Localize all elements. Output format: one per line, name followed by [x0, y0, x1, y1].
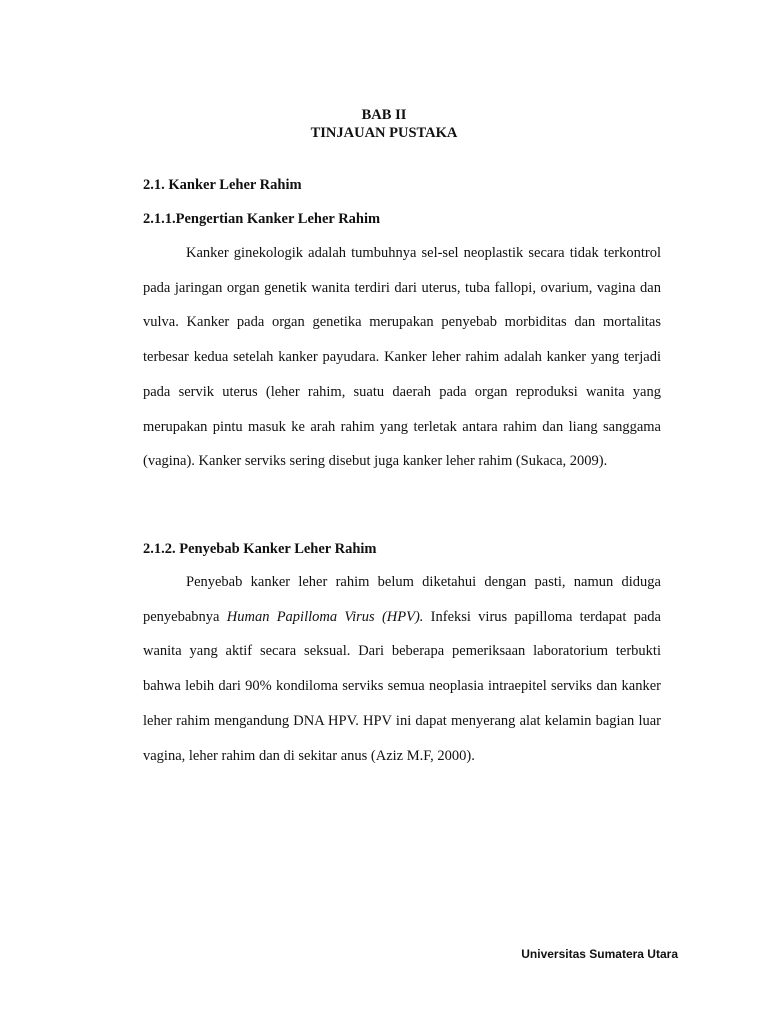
paragraph-pengertian: [143, 236, 661, 479]
paragraph-penyebab: [143, 565, 661, 773]
chapter-heading: [0, 106, 768, 142]
paragraph-pengertian-text: Kanker ginekologik adalah tumbuhnya sel-sel neoplastik secara tidak terkontrol pada jaringan organ genetik wanita terdiri dari uterus, tuba fallopi, ovarium, vagina dan vulva. Kanker pada organ genetika merupakan penyebab morbiditas dan mortalitas terbesar kedua setelah kanker payudara. Kanker leher rahim adalah kanker yang terjadi pada servik uterus (leher rahim, suatu daerah pada organ reproduksi wanita yang merupakan pintu masuk ke arah rahim yang terletak antara rahim dan liang sanggama (vagina). Kanker serviks sering disebut juga kanker leher rahim (Sukaca, 2009).: [143, 245, 661, 470]
section-heading-2-1-1: 2.1.1.Pengertian Kanker Leher Rahim: [143, 211, 381, 227]
paragraph-penyebab-text-end: Infeksi virus papilloma terdapat pada wanita yang aktif secara seksual. Dari beberapa pemeriksaan laboratorium terbukti bahwa lebih dari 90% kondiloma serviks semua neoplasia intraepitel serviks dan kanker leher rahim mengandung DNA HPV. HPV ini dapat menyerang alat kelamin bagian luar vagina, leher rahim dan di sekitar anus (Aziz M.F, 2000).: [143, 608, 661, 764]
paragraph-penyebab-text-start: Penyebab kanker leher rahim belum diketahui dengan pasti, namun diduga penyebabnya: [143, 574, 661, 625]
section-heading-2-1: 2.1. Kanker Leher Rahim: [143, 177, 302, 193]
chapter-number: BAB II: [361, 107, 407, 123]
footer-institution: Universitas Sumatera Utara: [521, 947, 678, 961]
chapter-title: TINJAUAN PUSTAKA: [310, 125, 458, 141]
section-heading-2-1-2: 2.1.2. Penyebab Kanker Leher Rahim: [143, 541, 377, 557]
paragraph-penyebab-italic-term: Human Papilloma Virus (HPV).: [226, 608, 424, 625]
